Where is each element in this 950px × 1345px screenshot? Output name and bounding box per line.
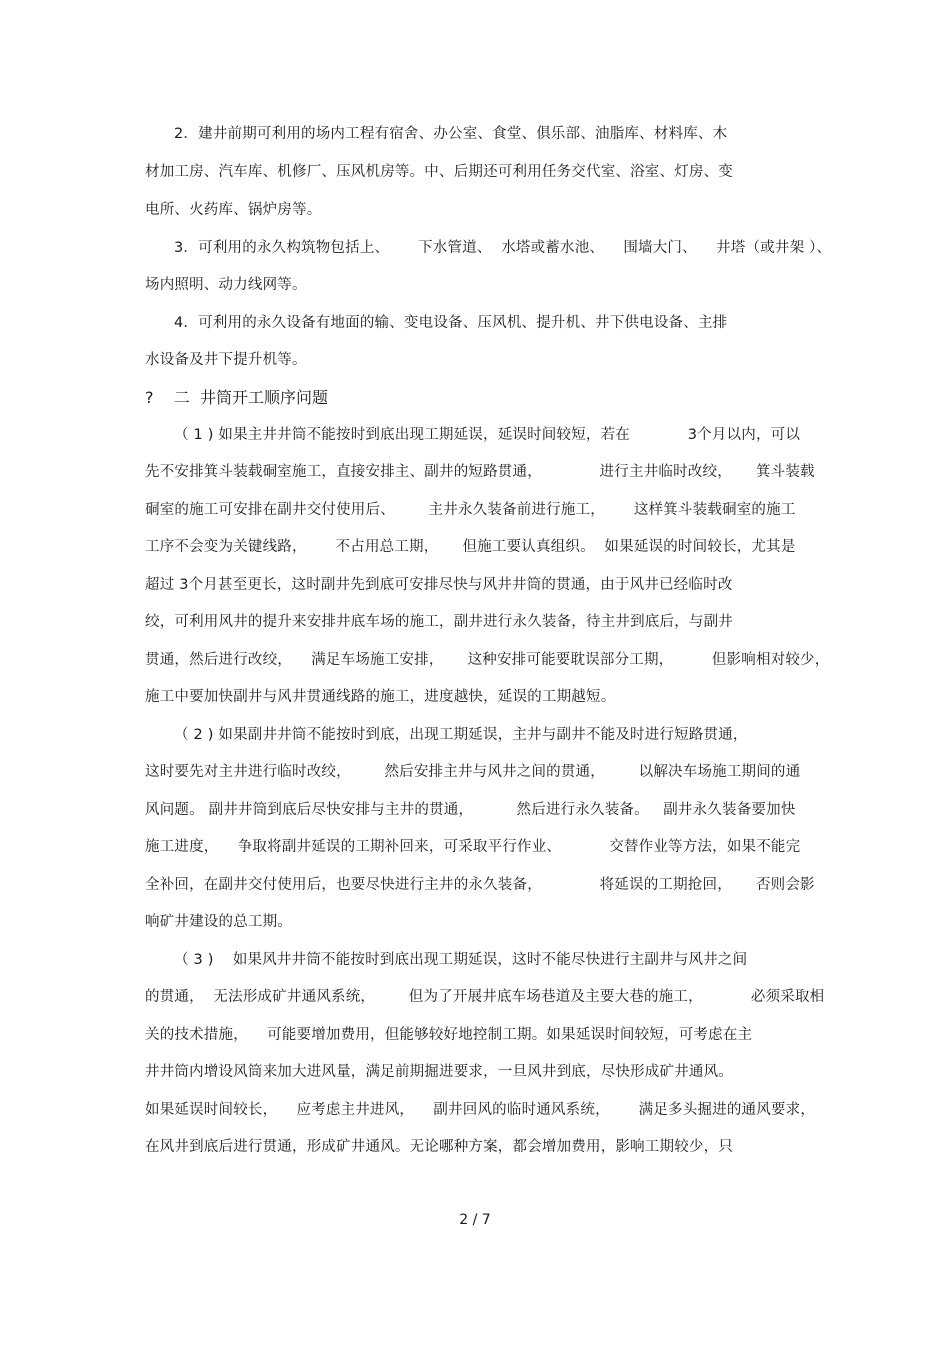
item-1-line-2: 先不安排箕斗装载硐室施工，直接安排主、副井的短路贯通， 进行主井临时改绞， 箕斗装载 — [145, 464, 815, 480]
item-2-line-4: 施工进度， 争取将副井延误的工期补回来，可采取平行作业、 交替作业等方法，如果不能完 — [145, 839, 801, 855]
item-3-line-4: 井井筒内增设风筒来加大进风量，满足前期掘进要求，一旦风井到底，尽快形成矿井通风。 — [145, 1064, 733, 1080]
paragraph-2-line-1: 2．建井前期可利用的场内工程有宿舍、办公室、食堂、俱乐部、油脂库、材料库、木 — [174, 126, 728, 142]
item-2-line-6: 响矿井建设的总工期。 — [145, 914, 292, 930]
item-1-line-3: 硐室的施工可安排在副井交付使用后、 主井永久装备前进行施工， 这样箕斗装载硐室的施工 — [145, 502, 796, 518]
paragraph-3-line-1: 3．可利用的永久构筑物包括上、 下水管道、 水塔或蓄水池、 围墙大门、 井塔（或井架 ）、 — [174, 240, 832, 256]
paragraph-4-line-2: 水设备及井下提升机等。 — [145, 352, 307, 368]
item-1-line-6: 绞，可利用风井的提升来安排井底车场的施工，副井进行永久装备，待主井到底后，与副井 — [145, 614, 733, 630]
paragraph-4-line-1: 4．可利用的永久设备有地面的输、变电设备、压风机、提升机、井下供电设备、主排 — [174, 315, 728, 331]
item-1-line-4: 工序不会变为关键线路， 不占用总工期， 但施工要认真组织。 如果延误的时间较长，尤其是 — [145, 539, 796, 555]
page-number: 2 / 7 — [459, 1212, 491, 1228]
paragraph-3-line-2: 场内照明、动力线网等。 — [145, 277, 307, 293]
item-3-line-1: （ 3 ) 如果风井井筒不能按时到底出现工期延误，这时不能尽快进行主副井与风井之间 — [174, 952, 748, 968]
item-2-line-3: 风问题。 副井井筒到底后尽快安排与主井的贯通， 然后进行永久装备。 副井永久装备要加快 — [145, 802, 796, 818]
item-3-line-5: 如果延误时间较长， 应考虑主井进风， 副井回风的临时通风系统， 满足多头掘进的通风要求， — [145, 1102, 816, 1118]
item-2-line-2: 这时要先对主井进行临时改绞， 然后安排主井与风井之间的贯通， 以解决车场施工期间的通 — [145, 764, 801, 780]
item-3-line-2: 的贯通， 无法形成矿井通风系统， 但为了开展井底车场巷道及主要大巷的施工， 必须采取相 — [145, 989, 825, 1005]
item-3-line-6: 在风井到底后进行贯通，形成矿井通风。无论哪种方案，都会增加费用，影响工期较少，只 — [145, 1139, 733, 1155]
item-1-line-8: 施工中要加快副井与风井贯通线路的施工，进度越快，延误的工期越短。 — [145, 689, 616, 705]
paragraph-2-line-2: 材加工房、汽车库、机修厂、压风机房等。中、后期还可利用任务交代室、浴室、灯房、变 — [145, 164, 733, 180]
item-1-line-1: （ 1 ) 如果主井井筒不能按时到底出现工期延误，延误时间较短，若在 3个月以内，可以 — [174, 427, 801, 443]
section-heading: ? 二 井筒开工顺序问题 — [145, 388, 329, 407]
item-1-line-7: 贯通，然后进行改绞， 满足车场施工安排， 这种安排可能要耽误部分工期， 但影响相对较少， — [145, 652, 830, 668]
item-3-line-3: 关的技术措施， 可能要增加费用，但能够较好地控制工期。如果延误时间较短，可考虑在主 — [145, 1027, 753, 1043]
item-2-line-1: （ 2 ) 如果副井井筒不能按时到底，出现工期延误，主井与副井不能及时进行短路贯通， — [174, 727, 748, 743]
item-2-line-5: 全补回，在副井交付使用后，也要尽快进行主井的永久装备， 将延误的工期抢回， 否则会影 — [145, 877, 815, 893]
item-1-line-5: 超过 3个月甚至更长，这时副井先到底可安排尽快与风井井筒的贯通，由于风井已经临时改 — [145, 577, 733, 593]
paragraph-2-line-3: 电所、火药库、锅炉房等。 — [145, 202, 322, 218]
